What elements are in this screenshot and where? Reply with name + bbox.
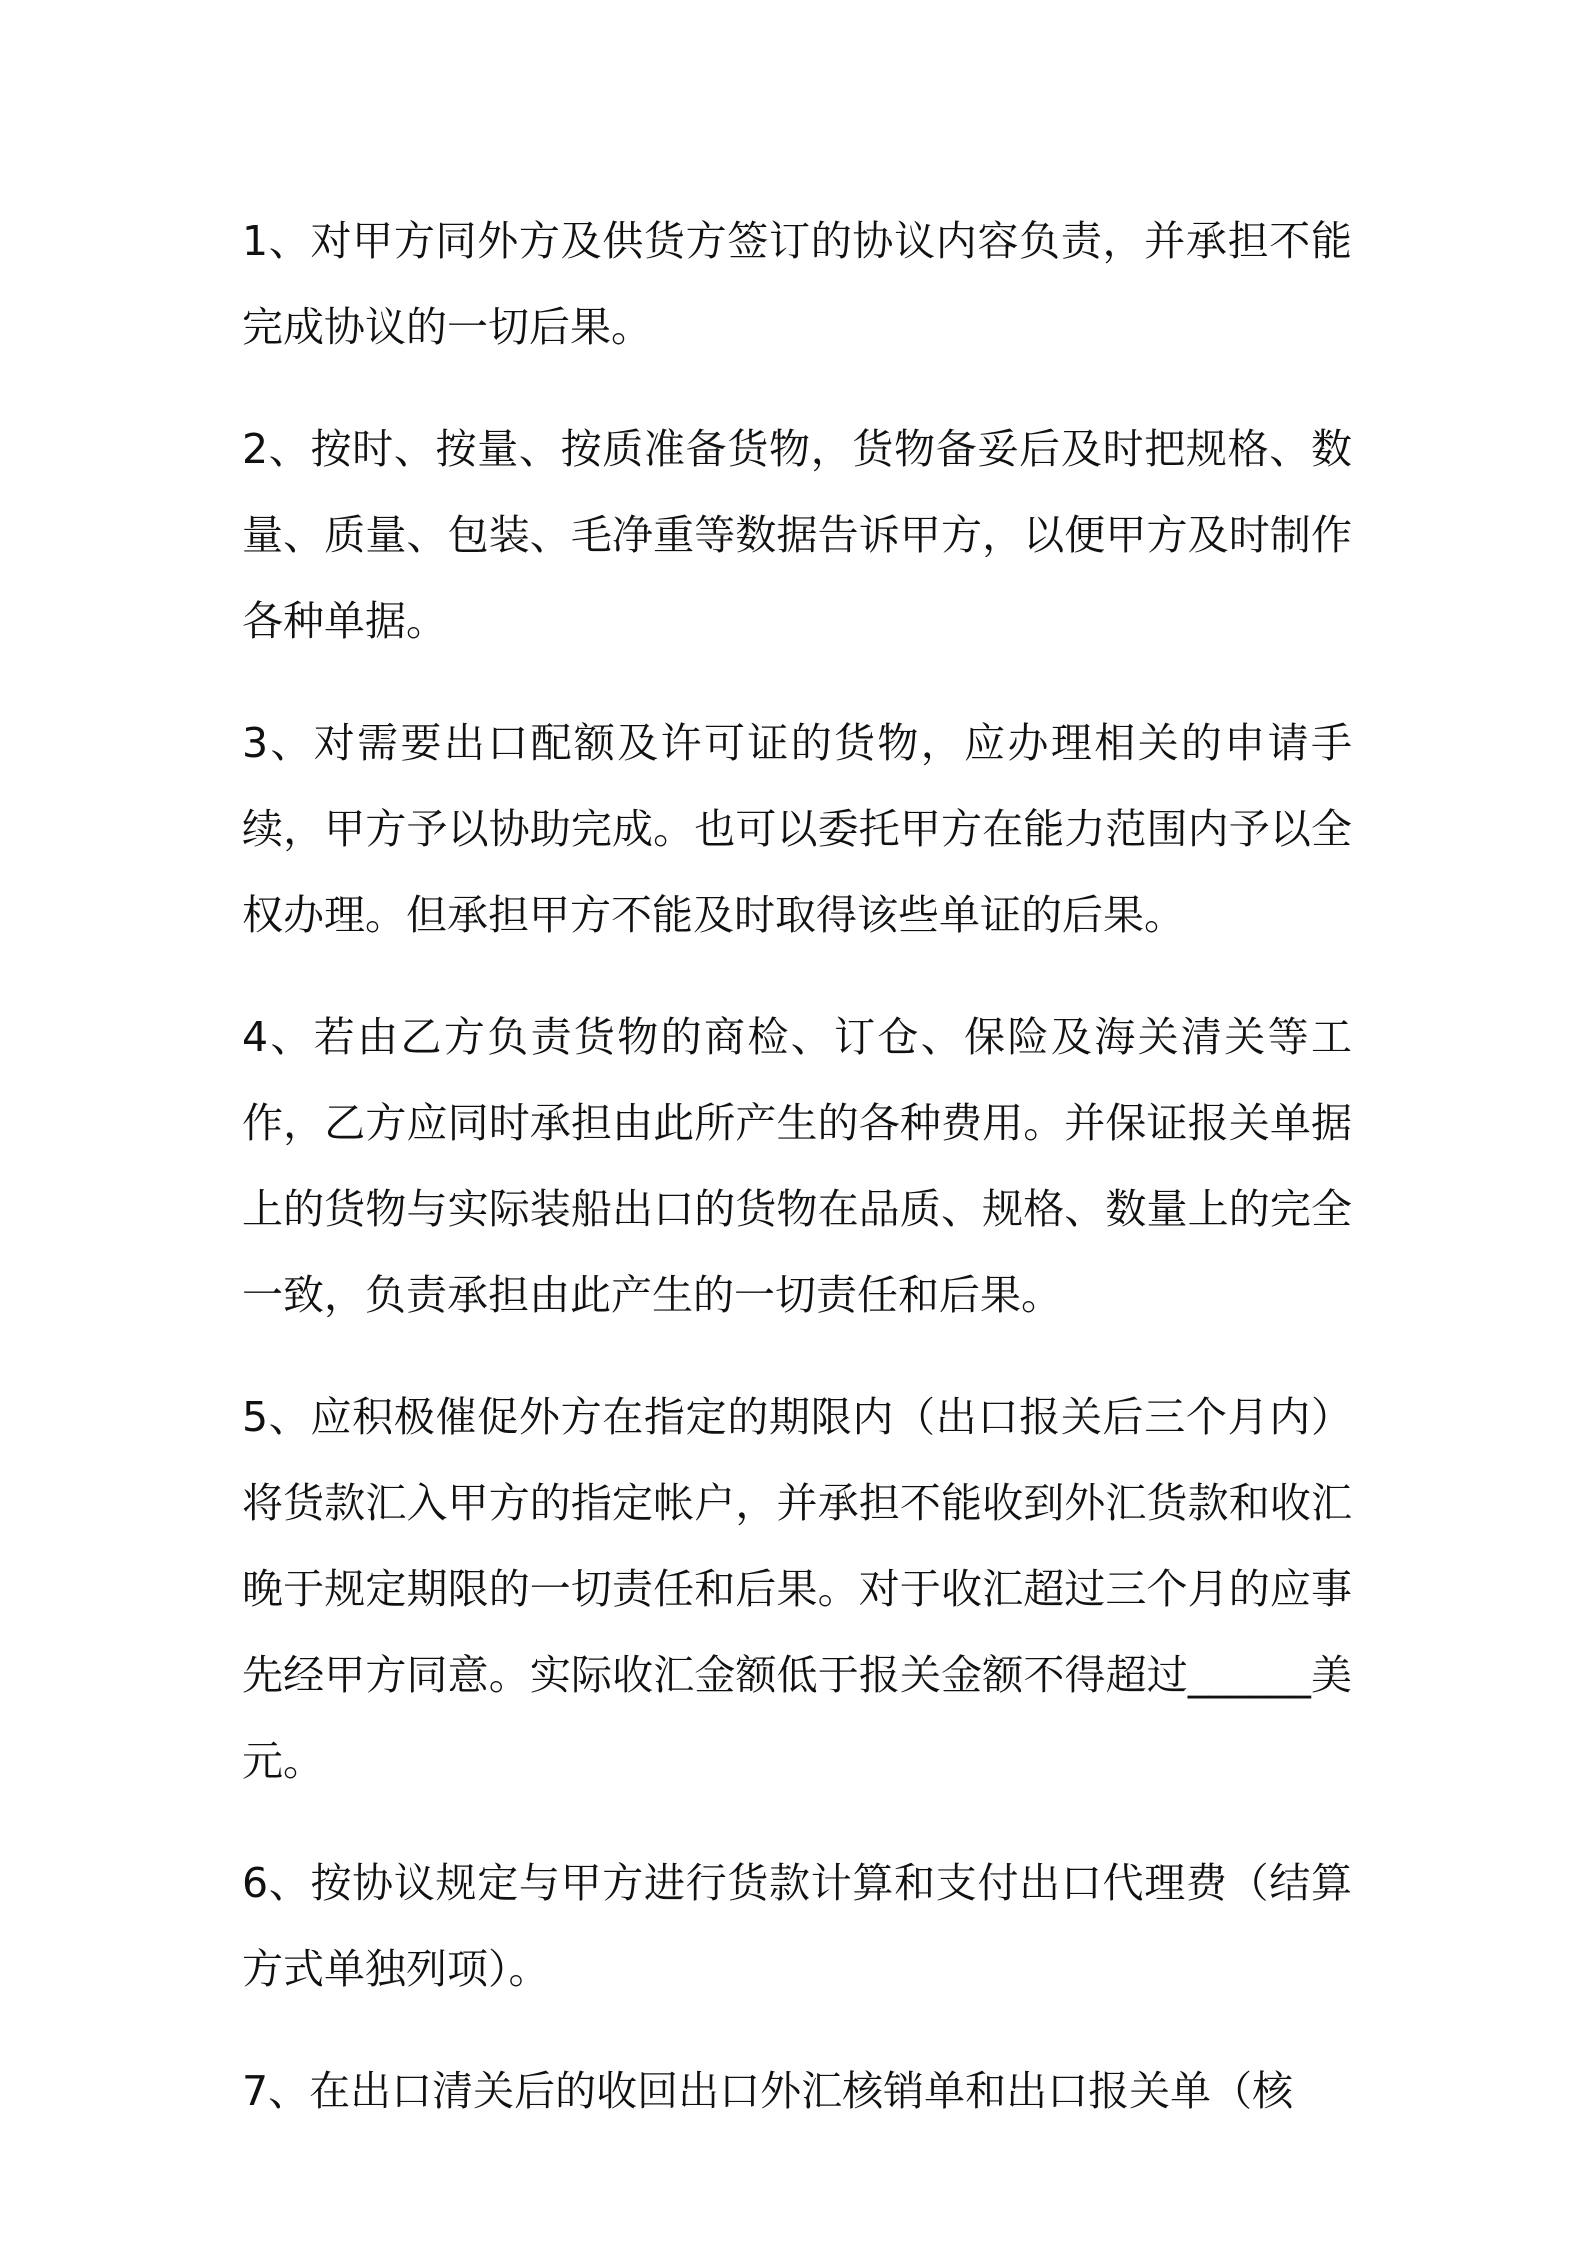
clause-5: 5、应积极催促外方在指定的期限内（出口报关后三个月内）将货款汇入甲方的指定帐户，并承担不能收到外汇货款和收汇晚于规定期限的一切责任和后果。对于收汇超过三个月的应事先经甲方同意。实际收汇金额低于报关金额不得超过______美元。 bbox=[242, 1393, 1352, 1785]
clause-6: 6、按协议规定与甲方进行货款计算和支付出口代理费（结算方式单独列项）。 bbox=[242, 1859, 1352, 1993]
clause-7: 7、在出口清关后的收回出口外汇核销单和出口报关单（核 bbox=[242, 2067, 1294, 2115]
document-body bbox=[242, 198, 1352, 2170]
clause-2: 2、按时、按量、按质准备货物，货物备妥后及时把规格、数量、质量、包装、毛净重等数据告诉甲方，以便甲方及时制作各种单据。 bbox=[242, 425, 1352, 645]
clause-4: 4、若由乙方负责货物的商检、订仓、保险及海关清关等工作，乙方应同时承担由此所产生的各种费用。并保证报关单据上的货物与实际装船出口的货物在品质、规格、数量上的完全一致，负责承担由此产生的一切责任和后果。 bbox=[242, 1013, 1352, 1319]
clause-1: 1、对甲方同外方及供货方签订的协议内容负责，并承担不能完成协议的一切后果。 bbox=[242, 217, 1352, 351]
clause-3: 3、对需要出口配额及许可证的货物，应办理相关的申请手续，甲方予以协助完成。也可以委托甲方在能力范围内予以全权办理。但承担甲方不能及时取得该些单证的后果。 bbox=[242, 719, 1352, 939]
